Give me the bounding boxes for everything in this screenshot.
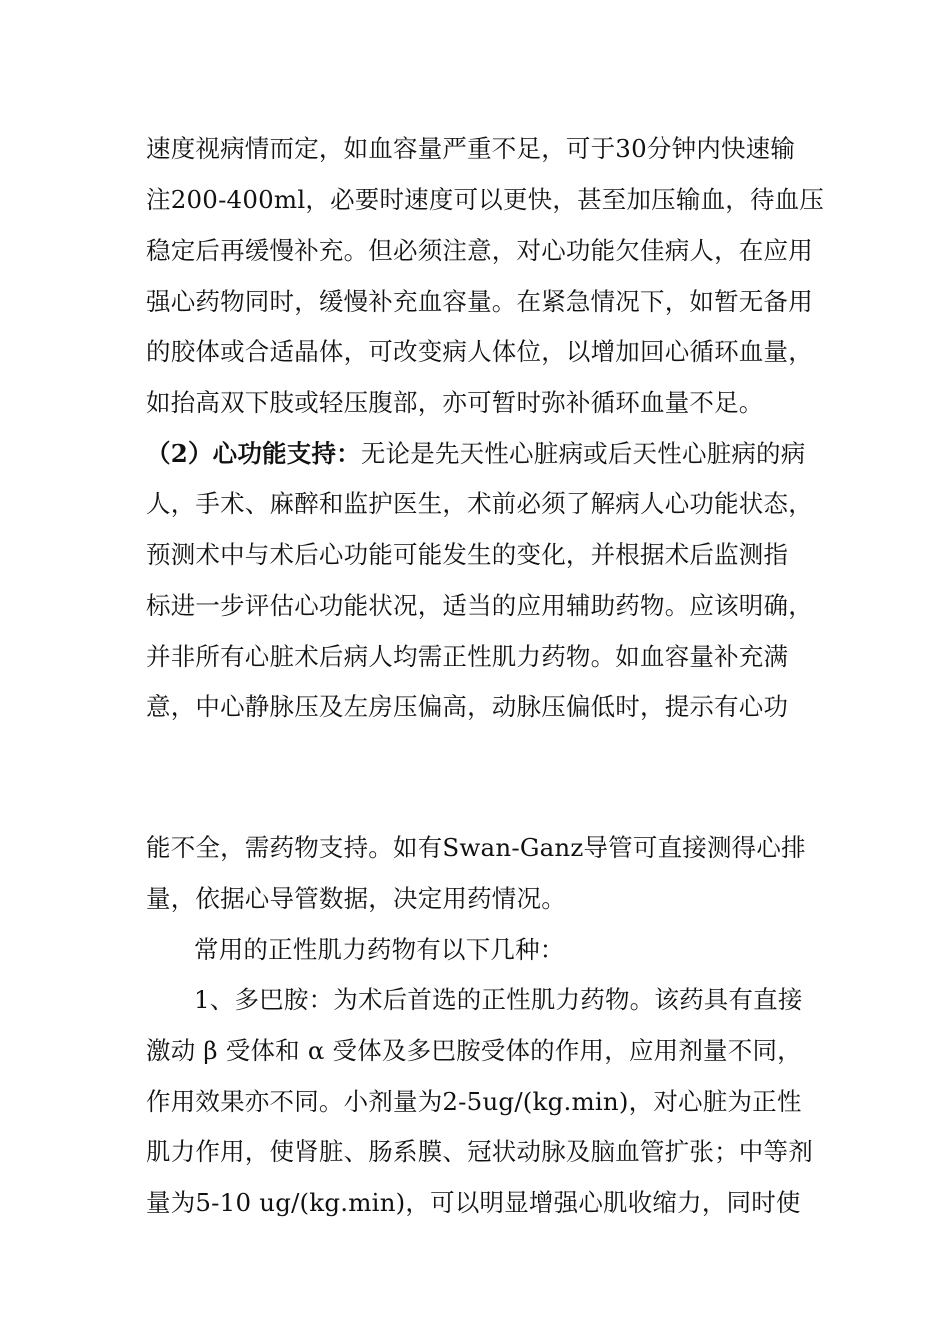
text-line: 速度视病情而定，如血容量严重不足，可于30分钟内快速输 [146,134,796,163]
text-line: 如抬高双下肢或轻压腹部，亦可暂时弥补循环血量不足。 [146,388,764,417]
text-line: 标进一步评估心功能状况，适当的应用辅助药物。应该明确， [146,591,813,620]
text-line: 预测术中与术后心功能可能发生的变化，并根据术后监测指 [146,540,789,569]
text-fragment: 无论是先天性心脏病或后天性心脏病的病 [360,439,806,468]
text-line: 肌力作用，使肾脏、肠系膜、冠状动脉及脑血管扩张；中等剂 [146,1137,813,1166]
text-line: 并非所有心脏术后病人均需正性肌力药物。如血容量补充满 [146,642,789,671]
text-line: 人，手术、麻醉和监护医生，术前必须了解病人心功能状态， [146,489,813,518]
list-item-first-line: 1、多巴胺：为术后首选的正性肌力药物。该药具有直接 [194,985,803,1014]
text-line: 注200-400ml，必要时速度可以更快，甚至加压输血，待血压 [146,185,825,214]
text-line: 量为5-10 ug/(kg.min)，可以明显增强心肌收缩力，同时使 [146,1188,801,1217]
text-line: 量，依据心导管数据，决定用药情况。 [146,884,566,913]
text-line: 作用效果亦不同。小剂量为2-5ug/(kg.min)，对心脏为正性 [146,1087,802,1116]
section-heading-line [146,439,826,469]
text-line: 能不全，需药物支持。如有Swan-Ganz导管可直接测得心排 [146,833,806,862]
text-line: 强心药物同时，缓慢补充血容量。在紧急情况下，如暂无备用 [146,287,813,316]
text-line: 意，中心静脉压及左房压偏高，动脉压偏低时，提示有心功 [146,692,789,721]
section-heading: （2）心功能支持： [146,439,361,468]
text-line: 稳定后再缓慢补充。但必须注意，对心功能欠佳病人，在应用 [146,236,813,265]
intro-line: 常用的正性肌力药物有以下几种： [194,935,565,964]
text-line: 的胶体或合适晶体，可改变病人体位，以增加回心循环血量， [146,337,813,366]
text-line: 激动 β 受体和 α 受体及多巴胺受体的作用，应用剂量不同， [146,1036,802,1065]
